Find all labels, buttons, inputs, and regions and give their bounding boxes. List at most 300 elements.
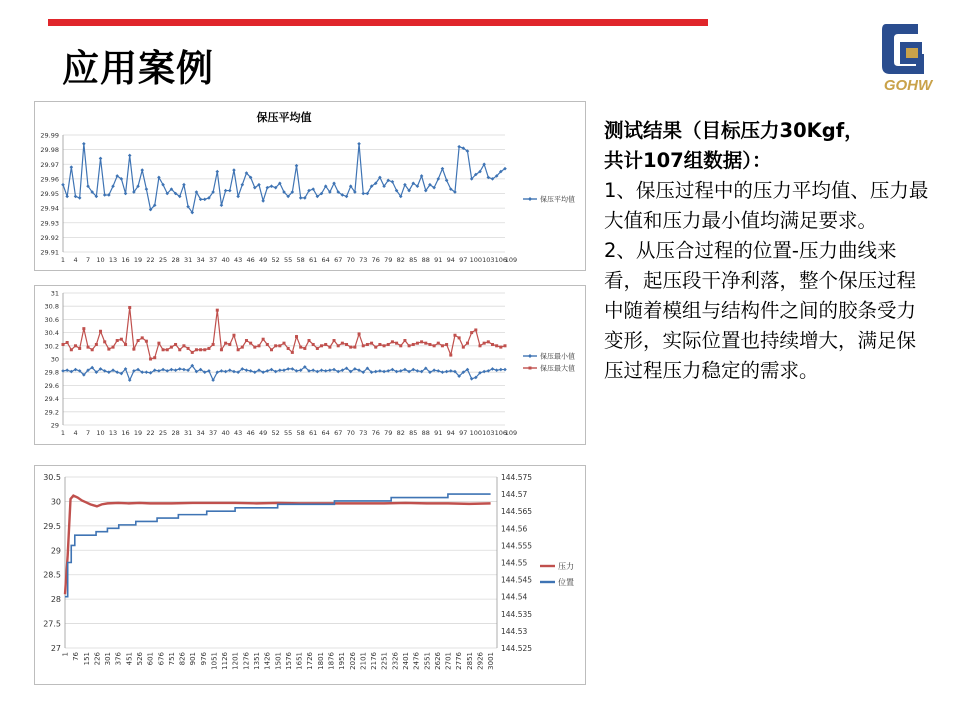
data-point — [174, 368, 178, 372]
x-tick-label: 22 — [146, 429, 155, 437]
x-tick-label: 28 — [171, 256, 180, 264]
x-tick-label: 16 — [121, 256, 130, 264]
results-heading-line1: 测试结果（目标压力30Kgf， — [604, 119, 864, 142]
x-tick-label: 49 — [259, 429, 268, 437]
data-point — [153, 356, 156, 359]
x-tick-label: 61 — [309, 256, 318, 264]
x-tick-label: 1276 — [242, 652, 251, 670]
data-point — [78, 347, 81, 350]
x-tick-label: 31 — [183, 429, 193, 437]
data-point — [74, 195, 78, 199]
x-tick-label: 70 — [346, 256, 355, 264]
data-point — [116, 339, 119, 342]
y-tick-label: 29.93 — [40, 219, 59, 228]
data-point — [245, 368, 249, 372]
results-point-1: 1、保压过程中的压力平均值、压力最大值和压力最小值均满足要求。 — [604, 179, 929, 232]
data-point — [65, 195, 69, 199]
y-right-tick-label: 144.54 — [501, 592, 528, 602]
x-tick-label: 94 — [446, 256, 455, 264]
data-point — [103, 340, 106, 343]
data-point — [353, 346, 356, 349]
y-left-tick-label: 29.5 — [43, 521, 61, 531]
y-tick-label: 29.4 — [44, 395, 59, 404]
data-point — [299, 346, 302, 349]
data-point — [87, 346, 90, 349]
y-tick-label: 30.4 — [44, 329, 59, 338]
data-point — [487, 340, 490, 343]
x-tick-label: 82 — [396, 256, 405, 264]
data-point — [474, 328, 477, 331]
data-point — [424, 342, 427, 345]
data-point — [286, 367, 290, 371]
data-point — [195, 348, 198, 351]
legend-label: 保压最小值 — [540, 352, 575, 361]
data-point — [61, 183, 65, 187]
x-tick-label: 2701 — [444, 652, 453, 670]
x-tick-label: 1 — [61, 652, 70, 657]
x-tick-label: 7 — [85, 429, 91, 437]
data-point — [278, 368, 282, 372]
data-point — [337, 344, 340, 347]
x-tick-label: 58 — [296, 256, 305, 264]
x-tick-label: 526 — [135, 652, 144, 666]
data-point — [370, 342, 373, 345]
chart-average-panel — [34, 101, 586, 271]
x-tick-label: 43 — [233, 429, 243, 437]
data-point — [403, 339, 406, 342]
x-tick-label: 67 — [334, 429, 343, 437]
y-left-tick-label: 27 — [50, 644, 61, 653]
y-left-tick-label: 29 — [50, 546, 61, 556]
data-point — [445, 370, 449, 374]
x-tick-label: 1951 — [338, 652, 347, 670]
data-point — [91, 348, 94, 351]
data-point — [241, 183, 245, 187]
x-tick-label: 31 — [183, 256, 193, 264]
data-point — [266, 343, 269, 346]
y-tick-label: 29.97 — [40, 160, 59, 169]
data-point — [382, 370, 386, 374]
x-tick-label: 103 — [482, 429, 495, 437]
x-tick-label: 601 — [146, 652, 155, 666]
data-point — [187, 347, 190, 350]
gohw-logo-mark — [868, 20, 948, 95]
x-tick-label: 46 — [246, 429, 255, 437]
data-point — [391, 340, 394, 343]
data-point — [220, 203, 224, 207]
data-point — [428, 343, 431, 346]
y-tick-label: 29.91 — [40, 248, 59, 257]
data-point — [420, 174, 424, 178]
data-point — [345, 195, 349, 199]
data-point — [66, 341, 69, 344]
data-point — [228, 343, 231, 346]
x-tick-label: 100 — [469, 429, 483, 437]
data-point — [274, 344, 277, 347]
x-tick-label: 88 — [421, 256, 430, 264]
data-point — [170, 368, 174, 372]
data-point — [433, 344, 436, 347]
data-point — [495, 368, 499, 372]
x-tick-label: 19 — [133, 429, 143, 437]
data-point — [145, 370, 149, 374]
data-point — [366, 343, 369, 346]
data-point — [270, 348, 273, 351]
x-tick-label: 52 — [271, 429, 280, 437]
y-tick-label: 29.98 — [40, 146, 59, 155]
data-point — [216, 309, 219, 312]
x-tick-label: 2926 — [476, 652, 485, 670]
legend-marker — [528, 197, 532, 201]
data-point — [441, 344, 444, 347]
data-point — [399, 344, 402, 347]
data-point — [224, 370, 228, 374]
legend-label: 保压最大值 — [540, 364, 575, 373]
data-point — [408, 344, 411, 347]
data-point — [228, 368, 232, 372]
x-tick-label: 1501 — [274, 652, 283, 670]
y-tick-label: 30.8 — [44, 302, 59, 311]
x-tick-label: 73 — [359, 256, 368, 264]
x-tick-label: 55 — [284, 256, 293, 264]
y-left-tick-label: 28.5 — [43, 570, 61, 580]
data-point — [99, 157, 103, 161]
x-tick-label: 109 — [504, 256, 518, 264]
x-tick-label: 10 — [96, 429, 105, 437]
data-point — [499, 368, 503, 372]
data-point — [374, 370, 378, 374]
title-accent-bar — [48, 19, 708, 26]
x-tick-label: 16 — [121, 429, 130, 437]
x-tick-label: 1201 — [231, 652, 240, 670]
data-point — [170, 346, 173, 349]
legend-label: 位置 — [558, 578, 574, 587]
data-point — [203, 198, 207, 202]
x-tick-label: 2101 — [359, 652, 368, 670]
y-tick-label: 29.6 — [44, 381, 59, 390]
legend-marker — [528, 354, 532, 358]
results-point-2: 2、从压合过程的位置-压力曲线来看，起压段干净利落，整个保压过程中随着模组与结构件之间的胶条受力变形，实际位置也持续增大，满足保压过程压力稳定的需求。 — [604, 239, 917, 382]
data-point — [316, 347, 319, 350]
data-point — [291, 351, 294, 354]
x-tick-label: 40 — [221, 256, 230, 264]
x-tick-label: 91 — [434, 256, 443, 264]
x-tick-label: 61 — [309, 429, 318, 437]
data-point — [333, 339, 336, 342]
x-tick-label: 301 — [104, 652, 113, 666]
data-point — [483, 342, 486, 345]
y-right-tick-label: 144.555 — [501, 541, 533, 551]
data-point — [328, 346, 331, 349]
x-tick-label: 1126 — [221, 652, 230, 670]
x-tick-label: 70 — [346, 429, 355, 437]
y-tick-label: 29.8 — [44, 368, 59, 377]
x-tick-label: 1 — [60, 429, 66, 437]
chart-pressure-position — [35, 466, 585, 684]
data-point — [278, 344, 281, 347]
results-heading-line2: 共计107组数据）： — [604, 149, 772, 172]
data-point — [266, 186, 270, 190]
data-point — [95, 343, 98, 346]
data-point — [441, 167, 445, 171]
data-point — [82, 327, 85, 330]
data-point — [482, 370, 486, 374]
x-tick-label: 91 — [434, 429, 443, 437]
data-point — [124, 343, 127, 346]
data-point — [224, 189, 228, 193]
x-tick-label: 106 — [494, 256, 508, 264]
data-point — [412, 343, 415, 346]
data-point — [253, 346, 256, 349]
x-tick-label: 751 — [167, 652, 176, 666]
data-point — [145, 340, 148, 343]
y-right-tick-label: 144.565 — [501, 507, 533, 517]
data-point — [236, 195, 240, 199]
x-tick-label: 94 — [446, 429, 455, 437]
x-tick-label: 10 — [96, 256, 105, 264]
data-point — [120, 338, 123, 341]
data-point — [270, 184, 274, 188]
data-point — [320, 344, 323, 347]
data-point — [491, 343, 494, 346]
data-point — [212, 343, 215, 346]
x-tick-label: 1876 — [327, 652, 336, 670]
data-point — [232, 370, 236, 374]
data-point — [199, 348, 202, 351]
y-tick-label: 29 — [50, 421, 59, 430]
data-point — [453, 334, 456, 337]
y-right-tick-label: 144.525 — [501, 644, 533, 653]
y-tick-label: 30.2 — [44, 342, 59, 351]
x-tick-label: 976 — [199, 652, 208, 666]
x-tick-label: 76 — [371, 256, 380, 264]
data-point — [395, 342, 398, 345]
x-tick-label: 1426 — [263, 652, 272, 670]
x-tick-label: 103 — [482, 256, 495, 264]
x-tick-label: 1726 — [306, 652, 315, 670]
x-tick-label: 13 — [108, 429, 118, 437]
data-point — [374, 346, 377, 349]
data-point — [262, 338, 265, 341]
data-point — [178, 367, 182, 371]
data-point — [349, 346, 352, 349]
data-point — [466, 342, 469, 345]
data-point — [503, 368, 507, 372]
x-tick-label: 2176 — [370, 652, 379, 670]
y-tick-label: 29.96 — [40, 175, 59, 184]
data-point — [191, 351, 194, 354]
data-point — [416, 342, 419, 345]
x-tick-label: 2776 — [455, 652, 464, 670]
data-point — [387, 343, 390, 346]
x-tick-label: 25 — [158, 256, 168, 264]
series-line-2 — [63, 308, 505, 359]
data-point — [70, 165, 74, 169]
x-tick-label: 2401 — [401, 652, 410, 670]
chart-minmax-panel — [34, 285, 586, 445]
x-tick-label: 97 — [459, 256, 468, 264]
x-tick-label: 376 — [114, 652, 123, 666]
data-point — [470, 377, 474, 381]
y-right-tick-label: 144.57 — [501, 490, 528, 500]
x-tick-label: 79 — [384, 429, 393, 437]
data-point — [161, 368, 165, 372]
y-right-tick-label: 144.545 — [501, 575, 533, 585]
x-tick-label: 25 — [158, 429, 168, 437]
x-tick-label: 19 — [133, 256, 143, 264]
data-point — [261, 199, 265, 203]
data-point — [112, 346, 115, 349]
x-tick-label: 85 — [409, 256, 418, 264]
x-tick-label: 2026 — [348, 652, 357, 670]
x-tick-label: 76 — [72, 652, 81, 661]
data-point — [140, 168, 144, 172]
data-point — [457, 145, 461, 149]
data-point — [228, 189, 232, 193]
x-tick-label: 2851 — [465, 652, 474, 670]
data-point — [299, 196, 303, 200]
x-tick-label: 34 — [196, 429, 205, 437]
x-tick-label: 58 — [296, 429, 305, 437]
x-tick-label: 67 — [334, 256, 343, 264]
data-point — [282, 368, 286, 372]
x-tick-label: 151 — [82, 652, 91, 666]
data-point — [445, 343, 448, 346]
data-point — [224, 342, 227, 345]
x-tick-label: 46 — [246, 256, 255, 264]
x-tick-label: 40 — [221, 429, 230, 437]
data-point — [207, 347, 210, 350]
data-point — [249, 342, 252, 345]
data-point — [245, 339, 248, 342]
data-point — [203, 348, 206, 351]
data-point — [182, 368, 186, 372]
y-right-tick-label: 144.56 — [501, 524, 528, 534]
data-point — [178, 348, 181, 351]
data-point — [312, 343, 315, 346]
data-point — [128, 154, 132, 158]
y-left-tick-label: 27.5 — [43, 619, 61, 629]
x-tick-label: 1651 — [295, 652, 304, 670]
data-point — [458, 336, 461, 339]
data-point — [74, 344, 77, 347]
x-tick-label: 22 — [146, 256, 155, 264]
data-point — [362, 344, 365, 347]
legend-label: 保压平均值 — [540, 195, 575, 204]
data-point — [241, 346, 244, 349]
gohw-logo — [868, 20, 948, 95]
data-point — [504, 344, 507, 347]
data-point — [174, 343, 177, 346]
chart-average — [35, 102, 585, 270]
data-point — [141, 336, 144, 339]
data-point — [478, 344, 481, 347]
y-right-tick-label: 144.55 — [501, 558, 528, 568]
data-point — [358, 332, 361, 335]
x-tick-label: 2251 — [380, 652, 389, 670]
data-point — [166, 348, 169, 351]
data-point — [357, 142, 361, 146]
data-point — [441, 370, 445, 374]
x-tick-label: 37 — [208, 256, 218, 264]
data-point — [383, 344, 386, 347]
legend-label: 压力 — [558, 562, 574, 571]
x-tick-label: 901 — [189, 652, 198, 666]
y-right-tick-label: 144.535 — [501, 609, 533, 619]
x-tick-label: 2551 — [423, 652, 432, 670]
data-point — [470, 331, 473, 334]
data-point — [232, 334, 235, 337]
y-left-tick-label: 30.5 — [43, 473, 61, 482]
x-tick-label: 85 — [409, 429, 418, 437]
x-tick-label: 1 — [60, 256, 66, 264]
data-point — [78, 196, 82, 200]
data-point — [182, 183, 186, 187]
y-left-tick-label: 28 — [50, 595, 61, 605]
x-tick-label: 1351 — [253, 652, 262, 670]
data-point — [162, 348, 165, 351]
x-tick-label: 64 — [321, 256, 330, 264]
data-point — [99, 330, 102, 333]
x-tick-label: 97 — [459, 429, 468, 437]
data-point — [295, 335, 298, 338]
data-point — [324, 343, 327, 346]
data-point — [437, 342, 440, 345]
x-tick-label: 37 — [208, 429, 218, 437]
x-tick-label: 2326 — [391, 652, 400, 670]
x-tick-label: 4 — [73, 256, 78, 264]
data-point — [157, 342, 160, 345]
x-tick-label: 100 — [469, 256, 483, 264]
slide-title: 应用案例 — [62, 47, 214, 90]
data-point — [145, 187, 149, 191]
series-line-1 — [65, 496, 491, 595]
x-tick-label: 2476 — [412, 652, 421, 670]
y-tick-label: 29.2 — [44, 408, 59, 417]
data-point — [287, 347, 290, 350]
chart-title: 保压平均值 — [256, 111, 312, 124]
data-point — [70, 348, 73, 351]
x-tick-label: 64 — [321, 429, 330, 437]
x-tick-label: 4 — [73, 429, 78, 437]
data-point — [237, 348, 240, 351]
data-point — [82, 142, 86, 146]
x-tick-label: 826 — [178, 652, 187, 666]
y-tick-label: 30 — [50, 355, 59, 364]
data-point — [303, 347, 306, 350]
x-tick-label: 1801 — [316, 652, 325, 670]
logo-text: GOHW — [883, 77, 933, 94]
chart-minmax — [35, 286, 585, 444]
x-tick-label: 43 — [233, 256, 243, 264]
data-point — [328, 368, 332, 372]
data-point — [420, 340, 423, 343]
x-tick-label: 109 — [504, 429, 518, 437]
x-tick-label: 226 — [93, 652, 102, 666]
data-point — [311, 368, 315, 372]
x-tick-label: 451 — [125, 652, 134, 666]
data-point — [62, 343, 65, 346]
data-point — [232, 168, 236, 172]
series-line-1 — [63, 366, 505, 381]
y-left-tick-label: 30 — [50, 497, 61, 507]
data-point — [361, 192, 365, 196]
y-tick-label: 30.6 — [44, 315, 59, 324]
x-tick-label: 2626 — [433, 652, 442, 670]
data-point — [378, 343, 381, 346]
data-point — [499, 346, 502, 349]
chart-pressure-position-panel — [34, 465, 586, 685]
